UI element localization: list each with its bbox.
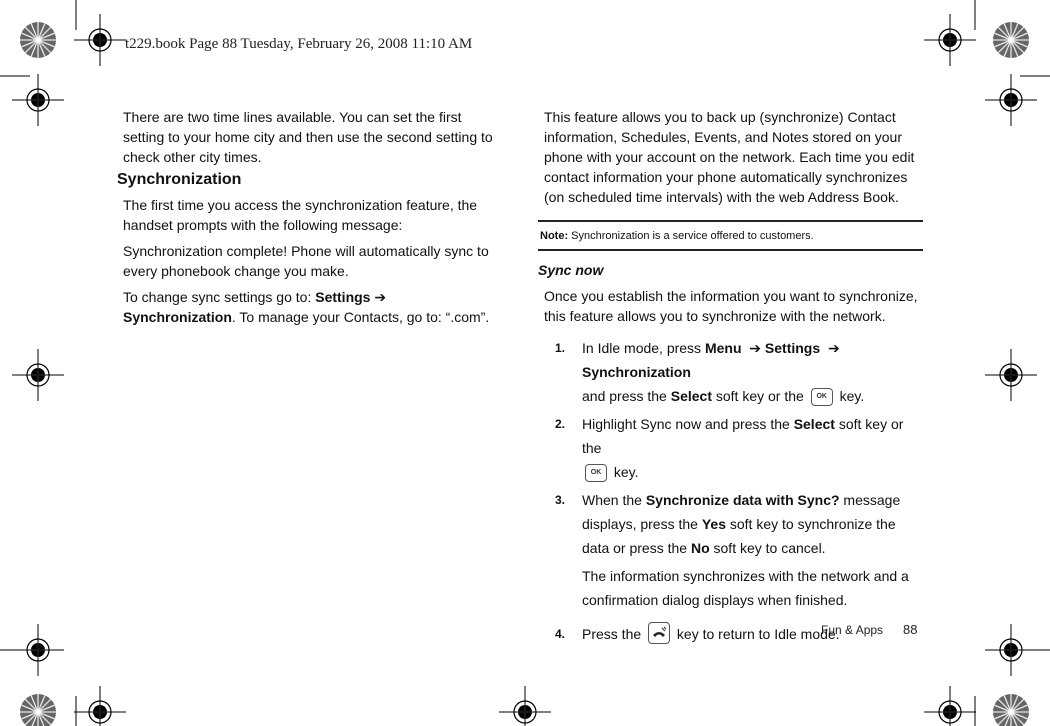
starburst-icon xyxy=(993,694,1029,726)
intro-paragraph: There are two time lines available. You can set the first setting to your home city and then use the second setting to check other city times. xyxy=(123,109,493,165)
sync-now-heading: Sync now xyxy=(538,262,604,278)
footer-section: Fun & Apps xyxy=(821,623,884,637)
end-key-icon xyxy=(648,622,670,644)
note-text: Synchronization is a service offered to customers. xyxy=(568,230,814,242)
registration-mark-icon xyxy=(985,74,1037,126)
ok-key-icon: OK xyxy=(585,464,607,482)
left-column xyxy=(117,107,501,327)
change-settings-paragraph: To change sync settings go to: Settings ➔ Synchronization. To manage your Contacts, go to: “.com”. xyxy=(123,289,490,325)
first-time-paragraph: The first time you access the synchronization feature, the handset prompts with the following message: xyxy=(123,197,478,233)
registration-mark-icon xyxy=(12,624,64,676)
feature-intro-paragraph: This feature allows you to back up (synchronize) Contact information, Schedules, Events, and Notes stored on your phone with your account on the network. Each time you edit contact information your phone automatically synchronizes (on scheduled time intervals) with the web Address Book. xyxy=(544,109,915,205)
step-number: 3. xyxy=(555,493,566,507)
ok-key-icon: OK xyxy=(811,388,833,406)
right-column xyxy=(538,107,924,646)
registration-mark-icon xyxy=(74,686,126,726)
step-number: 2. xyxy=(555,417,566,431)
step-2: 2. Highlight Sync now and press the Select soft key or the OK key. xyxy=(544,412,924,484)
step-1: 1. In Idle mode, press Menu ➔ Settings ➔ Synchronization and press the Select soft key or the OK key. xyxy=(544,336,924,408)
note-label: Note: xyxy=(540,230,569,242)
section-heading: Synchronization xyxy=(117,171,242,188)
print-slug: t229.book Page 88 Tuesday, February 26, 2008 11:10 AM xyxy=(125,36,473,52)
registration-mark-icon xyxy=(12,349,64,401)
registration-mark-icon xyxy=(12,74,64,126)
starburst-icon xyxy=(20,694,56,726)
starburst-icon xyxy=(20,22,56,58)
arrow-icon: ➔ xyxy=(374,289,387,305)
registration-mark-icon xyxy=(924,686,976,726)
step-3-result: The information synchronizes with the network and a confirmation dialog displays when finished. xyxy=(582,568,909,608)
note-box xyxy=(538,220,923,251)
registration-mark-icon xyxy=(499,686,551,726)
step-number: 4. xyxy=(555,627,566,641)
arrow-icon: ➔ xyxy=(749,340,762,356)
synchronization-term: Synchronization xyxy=(123,309,232,325)
step-3: 3. When the Synchronize data with Sync? message displays, press the Yes soft key to synchronize the data or press the No soft key to cancel. The information synchronizes with the network and a confirmation dialog displays when finished. xyxy=(544,488,924,612)
registration-mark-icon xyxy=(985,624,1037,676)
step-4: 4. Press the key to return to Idle mode. xyxy=(544,622,924,646)
sync-intro-paragraph: Once you establish the information you want to synchronize, this feature allows you to synchronize with the network. xyxy=(544,288,918,324)
registration-mark-icon xyxy=(924,14,976,66)
registration-mark-icon xyxy=(985,349,1037,401)
starburst-icon xyxy=(993,22,1029,58)
page-footer xyxy=(821,622,918,637)
sync-message-paragraph: Synchronization complete! Phone will automatically sync to every phonebook change you make. xyxy=(123,243,489,279)
arrow-icon: ➔ xyxy=(827,340,840,356)
registration-mark-icon xyxy=(74,14,126,66)
settings-term: Settings xyxy=(315,289,371,305)
page-number: 88 xyxy=(903,622,918,637)
step-number: 1. xyxy=(555,341,566,355)
